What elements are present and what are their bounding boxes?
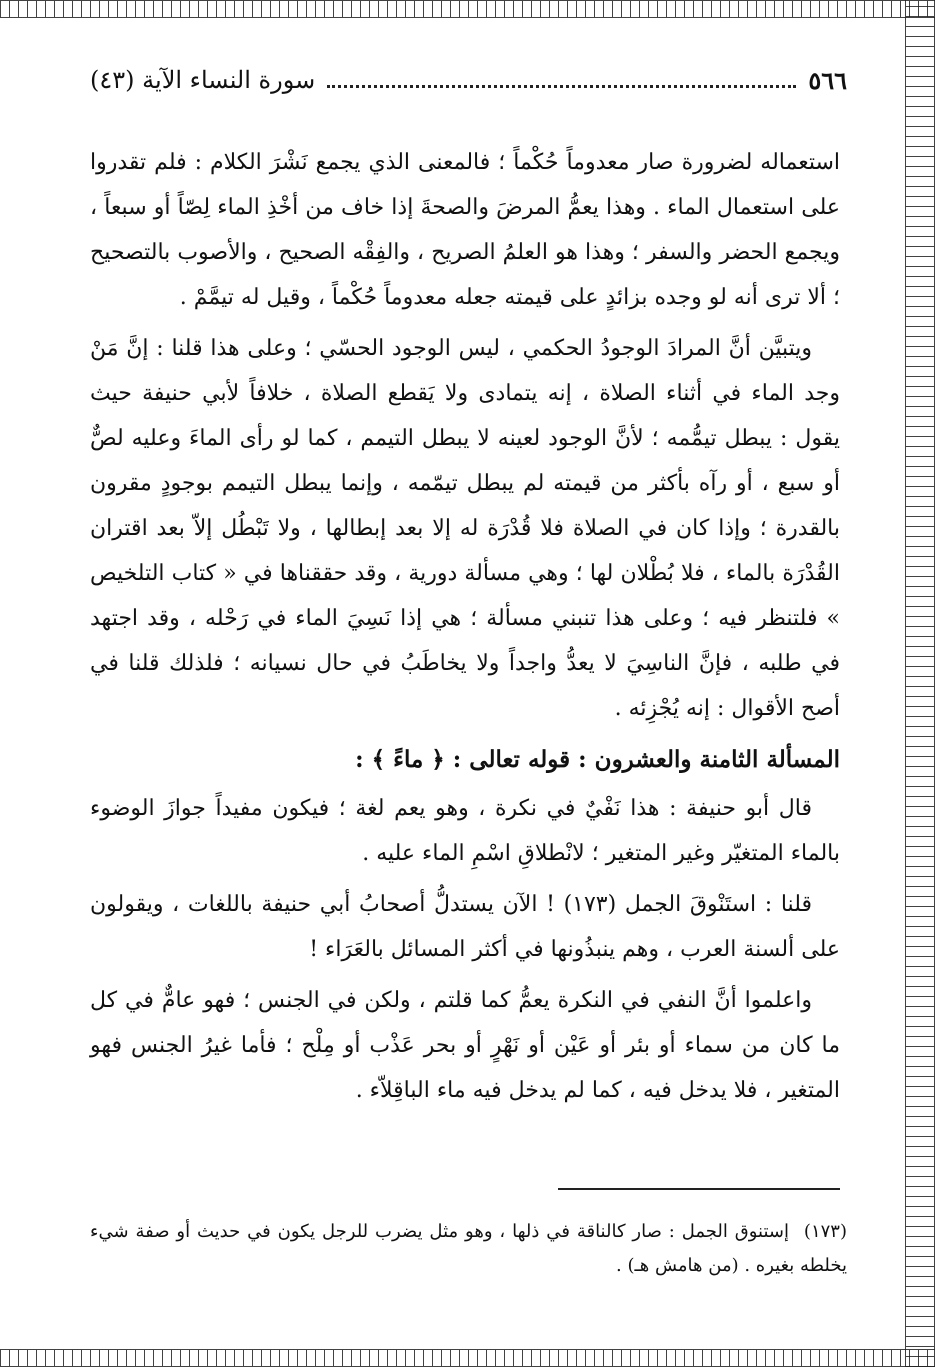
ornamental-border-top bbox=[0, 0, 935, 18]
footnote-number: (١٧٣) bbox=[803, 1221, 847, 1242]
running-header bbox=[90, 60, 847, 100]
paragraph-4: قلنا : استَنْوقَ الجمل (١٧٣) ! الآن يستدلُّ أصحابُ أبي حنيفة باللغات ، ويقولون على ألسنة العرب ، وهم ينبذُونها في أكثر المسائل بالعَرَاء ! bbox=[90, 892, 840, 962]
header-leader-dots bbox=[327, 85, 796, 88]
section-heading: المسألة الثامنة والعشرون : قوله تعالى : ﴿ ماءً ﴾ : bbox=[355, 746, 840, 773]
footnote-separator bbox=[558, 1188, 840, 1190]
footnote bbox=[90, 1215, 847, 1283]
paragraph-2: ويتبيَّن أنَّ المرادَ الوجودُ الحكمي ، ليس الوجود الحسّي ؛ وعلى هذا قلنا : إنَّ مَنْ وجد الماء في أثناء الصلاة ، إنه يتمادى ولا يَقطع الصلاة ، خلافاً لأبي حنيفة حيث يقول : يبطل تيمُّمه ؛ لأنَّ الوجود لعينه لا يبطل التيمم ، كما لو رأى الماءَ وعليه لصٌّ أو سبع ، أو رآه بأكثر من قيمته لم يبطل تيمّمه ، وإنما يبطل التيمم بوجودٍ مقرون بالقدرة ؛ وإذا كان في الصلاة فلا قُدْرَة له إلا بعد إبطالها ، ولا تَبْطُل إلاّ بعد اقتران القُدْرَة بالماء ، فلا بُطْلان لها ؛ وهي مسألة دورية ، وقد حققناها في « كتاب التلخيص » فلتنظر فيه ؛ وعلى هذا تنبني مسألة ؛ هي إذا نَسِيَ الماء في رَحْله ، وقد اجتهد في طلبه ، فإنَّ الناسِيَ لا يعدُّ واجداً ولا يخاطَبُ في حال نسيانه ؛ فلذلك قلنا في أصح الأقوال : إنه يُجْزِئه . bbox=[90, 336, 840, 721]
ornamental-border-right bbox=[905, 0, 935, 1367]
paragraph-3: قال أبو حنيفة : هذا نَفْيٌ في نكرة ، وهو يعم لغة ؛ فيكون مفيداً جوازَ الوضوء بالماء المتغيّر وغير المتغير ؛ لانْطلاقِ اسْمِ الماء عليه . bbox=[90, 796, 840, 866]
page-number: ٥٦٦ bbox=[808, 65, 847, 95]
paragraph-5: واعلموا أنَّ النفي في النكرة يعمُّ كما قلتم ، ولكن في الجنس ؛ فهو عامٌّ في كل ما كان من سماء أو بئر أو عَيْن أو نَهْرٍ أو بحر عَذْب أو مِلْح ؛ فأما غيرُ الجنس فهو المتغير ، فلا يدخل فيه ، كما لم يدخل فيه ماء الباقِلاّء . bbox=[90, 988, 840, 1103]
running-title: سورة النساء الآية (٤٣) bbox=[90, 66, 316, 94]
ornamental-border-bottom bbox=[0, 1349, 935, 1367]
paragraph-1: استعماله لضرورة صار معدوماً حُكْماً ؛ فالمعنى الذي يجمع نَشْرَ الكلام : فلم تقدروا على استعمال الماء . وهذا يعمُّ المرضَ والصحةَ إذا خاف من أخْذِ الماء لِصّاً أو سبعاً ، ويجمع الحضر والسفر ؛ وهذا هو العلمُ الصريح ، والفِقْه الصحيح ، والأصوب بالتصحيح ؛ ألا ترى أنه لو وجده بزائدٍ على قيمته جعله معدوماً حُكْماً ، وقيل له تيمَّمْ . bbox=[90, 150, 840, 310]
footnote-text: إستنوق الجمل : صار كالناقة في ذلها ، وهو مثل يضرب للرجل يكون في حديث أو صفة شيء يخلطه بغيره . (من هامش هـ) . bbox=[90, 1221, 847, 1276]
main-text bbox=[90, 140, 840, 1119]
